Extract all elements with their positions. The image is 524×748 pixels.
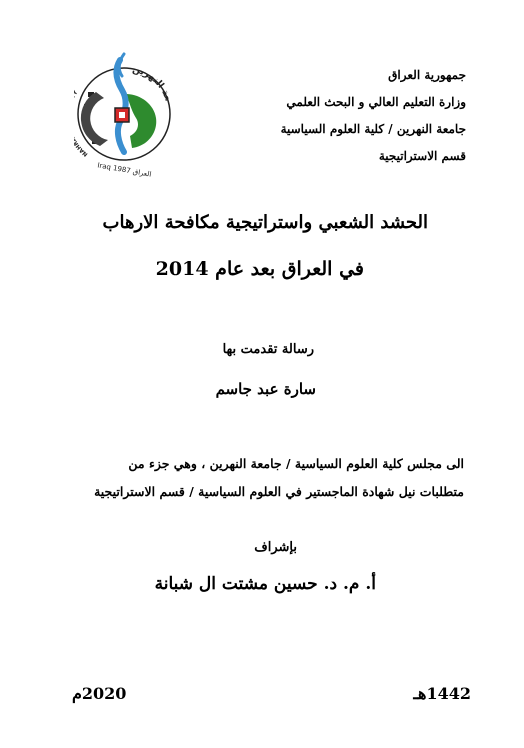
purpose-line-2: متطلبات نيل شهادة الماجستير في العلوم السياسية / قسم الاستراتيجية — [94, 484, 464, 499]
university-college-line: جامعة النهرين / كلية العلوم السياسية — [280, 122, 466, 136]
hijri-date: 1442هـ — [413, 684, 471, 703]
supervisor-name: أ. م. د. حسين مشتت ال شبانة — [154, 574, 376, 594]
purpose-line-1: الى مجلس كلية العلوم السياسية / جامعة النهرين ، وهي جزء من — [128, 456, 464, 471]
green-field-shape — [126, 94, 156, 148]
logo-english-name: NAH — [75, 142, 90, 158]
gregorian-date: 2020م — [72, 684, 127, 703]
university-logo — [74, 42, 174, 182]
department-line: قسم الاستراتيجية — [378, 149, 466, 163]
logo-arabic-name: عة النهرين — [131, 64, 173, 102]
logo-year-text: Iraq 1987 العراق — [96, 161, 152, 179]
country-line: جمهورية العراق — [388, 68, 466, 82]
thesis-title-line-2: في العراق بعد عام 2014 — [155, 258, 364, 280]
thesis-purpose — [68, 450, 464, 506]
author-name: سارة عبد جاسم — [215, 380, 316, 398]
ministry-line: وزارة التعليم العالي و البحث العلمي — [286, 95, 466, 109]
institution-header — [266, 62, 466, 170]
thesis-title-line-1: الحشد الشعبي واستراتيجية مكافحة الارهاب — [102, 212, 428, 233]
thesis-by-label: رسالة تقدمت بها — [222, 342, 314, 357]
university-logo-svg — [74, 42, 174, 182]
supervision-label: بإشراف — [254, 540, 297, 555]
